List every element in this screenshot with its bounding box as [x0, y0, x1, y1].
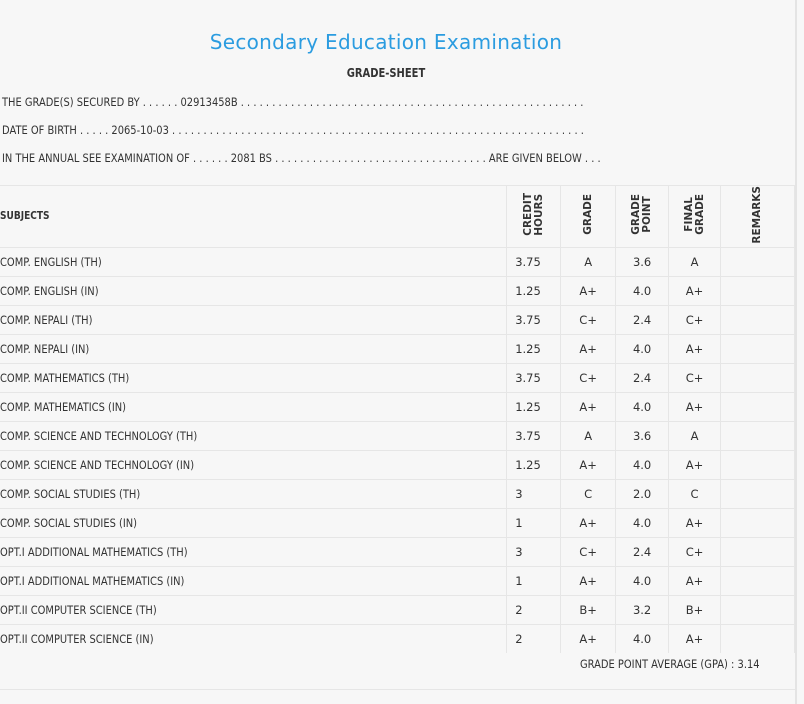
final-grade-cell: A+ — [669, 392, 721, 421]
subject-cell: COMP. MATHEMATICS (IN) — [0, 392, 507, 421]
grade-cell: C+ — [561, 305, 616, 334]
grade-cell: C+ — [561, 363, 616, 392]
grade-point-cell: 4.0 — [616, 566, 669, 595]
grade-cell: A+ — [561, 624, 616, 653]
grade-cell: C+ — [561, 537, 616, 566]
credit-hours-cell: 3 — [507, 537, 561, 566]
grade-cell: A+ — [561, 450, 616, 479]
final-grade-cell: A+ — [669, 276, 721, 305]
grade-point-cell: 2.4 — [616, 363, 669, 392]
table-row — [0, 450, 795, 479]
table-row — [0, 276, 795, 305]
gpa-value: 3.14 — [737, 657, 760, 671]
grade-cell: A+ — [561, 276, 616, 305]
credit-hours-cell: 3 — [507, 479, 561, 508]
credit-hours-cell: 3.75 — [507, 421, 561, 450]
subject-cell: OPT.II COMPUTER SCIENCE (TH) — [0, 595, 507, 624]
remarks-cell — [721, 247, 795, 276]
table-row — [0, 537, 795, 566]
bottom-divider — [0, 689, 795, 690]
table-row — [0, 363, 795, 392]
credit-hours-cell: 2 — [507, 595, 561, 624]
credit-hours-cell: 1 — [507, 508, 561, 537]
header-grade-point: GRADE POINT — [616, 186, 669, 248]
table-row — [0, 305, 795, 334]
remarks-cell — [721, 276, 795, 305]
grade-point-cell: 4.0 — [616, 450, 669, 479]
credit-hours-cell: 3.75 — [507, 305, 561, 334]
final-grade-cell: A+ — [669, 624, 721, 653]
subject-cell: OPT.II COMPUTER SCIENCE (IN) — [0, 624, 507, 653]
header-final-grade: FINAL GRADE — [669, 186, 721, 248]
final-grade-cell: C — [669, 479, 721, 508]
credit-hours-cell: 1.25 — [507, 450, 561, 479]
remarks-cell — [721, 537, 795, 566]
subject-cell: COMP. NEPALI (IN) — [0, 334, 507, 363]
grade-point-cell: 4.0 — [616, 508, 669, 537]
grade-point-cell: 3.6 — [616, 421, 669, 450]
remarks-cell — [721, 363, 795, 392]
exam-label: IN THE ANNUAL SEE EXAMINATION OF . . . . . . — [2, 151, 228, 165]
credit-hours-cell: 1.25 — [507, 276, 561, 305]
grade-cell: A+ — [561, 334, 616, 363]
final-grade-cell: B+ — [669, 595, 721, 624]
final-grade-cell: A — [669, 247, 721, 276]
remarks-cell — [721, 566, 795, 595]
page-title: Secondary Education Examination — [209, 30, 563, 54]
subject-cell: COMP. SCIENCE AND TECHNOLOGY (TH) — [0, 421, 507, 450]
credit-hours-cell: 1.25 — [507, 392, 561, 421]
grade-point-cell: 4.0 — [616, 624, 669, 653]
grade-point-cell: 2.4 — [616, 537, 669, 566]
table-row — [0, 392, 795, 421]
secured-by-line — [2, 95, 583, 109]
grade-cell: B+ — [561, 595, 616, 624]
credit-hours-cell: 3.75 — [507, 363, 561, 392]
subject-cell: COMP. SOCIAL STUDIES (IN) — [0, 508, 507, 537]
grade-point-cell: 4.0 — [616, 276, 669, 305]
subject-cell: COMP. ENGLISH (TH) — [0, 247, 507, 276]
grade-cell: A — [561, 421, 616, 450]
remarks-cell — [721, 421, 795, 450]
subject-cell: OPT.I ADDITIONAL MATHEMATICS (TH) — [0, 537, 507, 566]
table-row — [0, 508, 795, 537]
grade-point-cell: 2.0 — [616, 479, 669, 508]
symbol-number: 02913458B — [180, 95, 238, 109]
dob-label: DATE OF BIRTH . . . . . — [2, 123, 109, 137]
table-header-row — [0, 186, 795, 248]
secured-by-trail: . . . . . . . . . . . . . . . . . . . . . . . . . . . . . . . . . . . . . . . . . . . . . . . . . . . . . . . — [240, 95, 584, 109]
final-grade-cell: C+ — [669, 537, 721, 566]
subject-cell: COMP. SOCIAL STUDIES (TH) — [0, 479, 507, 508]
final-grade-cell: A+ — [669, 508, 721, 537]
grade-cell: A — [561, 247, 616, 276]
gpa-summary — [580, 657, 760, 671]
grade-point-cell: 4.0 — [616, 392, 669, 421]
exam-line — [2, 151, 601, 165]
header-remarks: REMARKS — [721, 186, 795, 248]
header-credit-hours: CREDIT HOURS — [507, 186, 561, 248]
credit-hours-cell: 1 — [507, 566, 561, 595]
subject-cell: COMP. MATHEMATICS (TH) — [0, 363, 507, 392]
table-row — [0, 566, 795, 595]
table-row — [0, 624, 795, 653]
dob-trail: . . . . . . . . . . . . . . . . . . . . . . . . . . . . . . . . . . . . . . . . . . . . . . . . . . . . . . . . . . . . . . . . . . — [172, 123, 584, 137]
table-row — [0, 595, 795, 624]
subject-cell: OPT.I ADDITIONAL MATHEMATICS (IN) — [0, 566, 507, 595]
table-row — [0, 247, 795, 276]
subject-cell: COMP. ENGLISH (IN) — [0, 276, 507, 305]
grade-point-cell: 3.2 — [616, 595, 669, 624]
final-grade-cell: A — [669, 421, 721, 450]
grade-point-cell: 2.4 — [616, 305, 669, 334]
remarks-cell — [721, 595, 795, 624]
dob-value: 2065-10-03 — [111, 123, 169, 137]
subject-cell: COMP. NEPALI (TH) — [0, 305, 507, 334]
table-row — [0, 334, 795, 363]
final-grade-cell: C+ — [669, 305, 721, 334]
table-row — [0, 479, 795, 508]
final-grade-cell: A+ — [669, 566, 721, 595]
credit-hours-cell: 2 — [507, 624, 561, 653]
credit-hours-cell: 1.25 — [507, 334, 561, 363]
grade-point-cell: 3.6 — [616, 247, 669, 276]
table-row — [0, 421, 795, 450]
credit-hours-cell: 3.75 — [507, 247, 561, 276]
header-subjects: SUBJECTS — [0, 186, 507, 248]
remarks-cell — [721, 479, 795, 508]
remarks-cell — [721, 334, 795, 363]
dob-line — [2, 123, 584, 137]
final-grade-cell: C+ — [669, 363, 721, 392]
grade-cell: C — [561, 479, 616, 508]
grade-cell: A+ — [561, 392, 616, 421]
page-subtitle: GRADE-SHEET — [346, 66, 426, 80]
remarks-cell — [721, 624, 795, 653]
final-grade-cell: A+ — [669, 334, 721, 363]
grade-cell: A+ — [561, 508, 616, 537]
secured-by-label: THE GRADE(S) SECURED BY . . . . . . — [2, 95, 178, 109]
page-right-border — [795, 0, 797, 704]
remarks-cell — [721, 450, 795, 479]
remarks-cell — [721, 305, 795, 334]
remarks-cell — [721, 392, 795, 421]
gpa-label: GRADE POINT AVERAGE (GPA) : — [580, 657, 735, 671]
exam-trail: . . . . . . . . . . . . . . . . . . . . . . . . . . . . . . . . . . ARE GIVEN BELOW . . . — [275, 151, 601, 165]
remarks-cell — [721, 508, 795, 537]
grade-point-cell: 4.0 — [616, 334, 669, 363]
grade-cell: A+ — [561, 566, 616, 595]
grades-table — [0, 185, 795, 653]
final-grade-cell: A+ — [669, 450, 721, 479]
header-grade: GRADE — [561, 186, 616, 248]
subject-cell: COMP. SCIENCE AND TECHNOLOGY (IN) — [0, 450, 507, 479]
exam-year: 2081 BS — [230, 151, 272, 165]
